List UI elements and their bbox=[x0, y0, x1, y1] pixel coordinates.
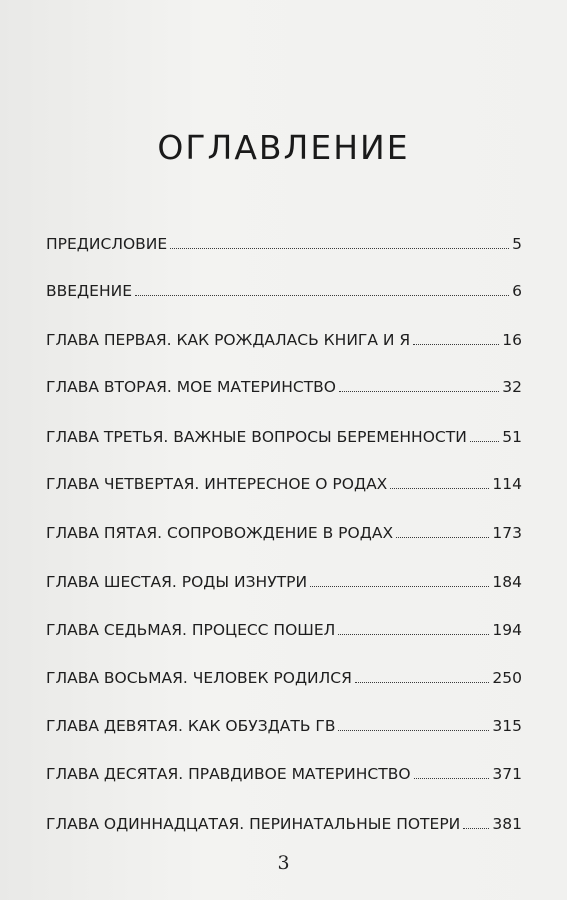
toc-entry bbox=[46, 618, 522, 642]
toc-entry bbox=[46, 570, 522, 594]
toc-entry-page: 5 bbox=[512, 235, 522, 253]
toc-entry bbox=[46, 762, 522, 786]
toc-entry bbox=[46, 375, 522, 399]
toc-entry bbox=[46, 425, 522, 449]
dot-leader bbox=[470, 425, 499, 442]
toc-entry-label: ГЛАВА ПЕРВАЯ. КАК РОЖДАЛАСЬ КНИГА И Я bbox=[46, 331, 411, 349]
dot-leader bbox=[338, 618, 489, 635]
dot-leader bbox=[339, 375, 499, 392]
toc-entry-page: 173 bbox=[492, 524, 522, 542]
toc-entry bbox=[46, 521, 522, 545]
dot-leader bbox=[338, 714, 489, 731]
toc-entry-label: ГЛАВА ЧЕТВЕРТАЯ. ИНТЕРЕСНОЕ О РОДАХ bbox=[46, 475, 388, 493]
dot-leader bbox=[135, 279, 509, 296]
toc-entry-page: 51 bbox=[502, 428, 522, 446]
toc-entry-label: ГЛАВА ПЯТАЯ. СОПРОВОЖДЕНИЕ В РОДАХ bbox=[46, 524, 394, 542]
toc-entry-label: ГЛАВА ШЕСТАЯ. РОДЫ ИЗНУТРИ bbox=[46, 573, 308, 591]
toc-entry-page: 194 bbox=[492, 621, 522, 639]
toc-entry-page: 184 bbox=[492, 573, 522, 591]
toc-entry bbox=[46, 279, 522, 303]
page-title: ОГЛАВЛЕНИЕ bbox=[157, 128, 410, 167]
toc-entry bbox=[46, 714, 522, 738]
toc-entry bbox=[46, 232, 522, 256]
toc-entry-page: 32 bbox=[502, 378, 522, 396]
toc-entry-label: ГЛАВА ВОСЬМАЯ. ЧЕЛОВЕК РОДИЛСЯ bbox=[46, 669, 352, 687]
toc-entry-label: ГЛАВА ДЕСЯТАЯ. ПРАВДИВОЕ МАТЕРИНСТВО bbox=[46, 765, 411, 783]
toc-entry-page: 371 bbox=[492, 765, 522, 783]
toc-entry bbox=[46, 472, 522, 496]
dot-leader bbox=[310, 570, 489, 587]
toc-entry-label: ВВЕДЕНИЕ bbox=[46, 282, 133, 300]
toc-entry-page: 315 bbox=[492, 717, 522, 735]
dot-leader bbox=[396, 521, 489, 538]
toc-entry-label: ГЛАВА ОДИННАДЦАТАЯ. ПЕРИНАТАЛЬНЫЕ ПОТЕРИ bbox=[46, 815, 461, 833]
dot-leader bbox=[355, 666, 490, 683]
toc-entry bbox=[46, 812, 522, 836]
toc-entry-page: 16 bbox=[502, 331, 522, 349]
toc-entry bbox=[46, 328, 522, 352]
toc-entry-label: ГЛАВА СЕДЬМАЯ. ПРОЦЕСС ПОШЕЛ bbox=[46, 621, 336, 639]
dot-leader bbox=[170, 232, 509, 249]
dot-leader bbox=[463, 812, 489, 829]
toc-entry-page: 250 bbox=[492, 669, 522, 687]
dot-leader bbox=[390, 472, 489, 489]
toc-entry-label: ГЛАВА ДЕВЯТАЯ. КАК ОБУЗДАТЬ ГВ bbox=[46, 717, 336, 735]
toc-entry-label: ГЛАВА ВТОРАЯ. МОЕ МАТЕРИНСТВО bbox=[46, 378, 337, 396]
toc-entry-page: 381 bbox=[492, 815, 522, 833]
toc-entry-label: ПРЕДИСЛОВИЕ bbox=[46, 235, 168, 253]
toc-entry-page: 114 bbox=[492, 475, 522, 493]
toc-entry-label: ГЛАВА ТРЕТЬЯ. ВАЖНЫЕ ВОПРОСЫ БЕРЕМЕННОСТИ bbox=[46, 428, 467, 446]
dot-leader bbox=[413, 328, 499, 345]
toc-entry bbox=[46, 666, 522, 690]
toc-entry-page: 6 bbox=[512, 282, 522, 300]
dot-leader bbox=[414, 762, 490, 779]
page-number: 3 bbox=[277, 852, 290, 874]
